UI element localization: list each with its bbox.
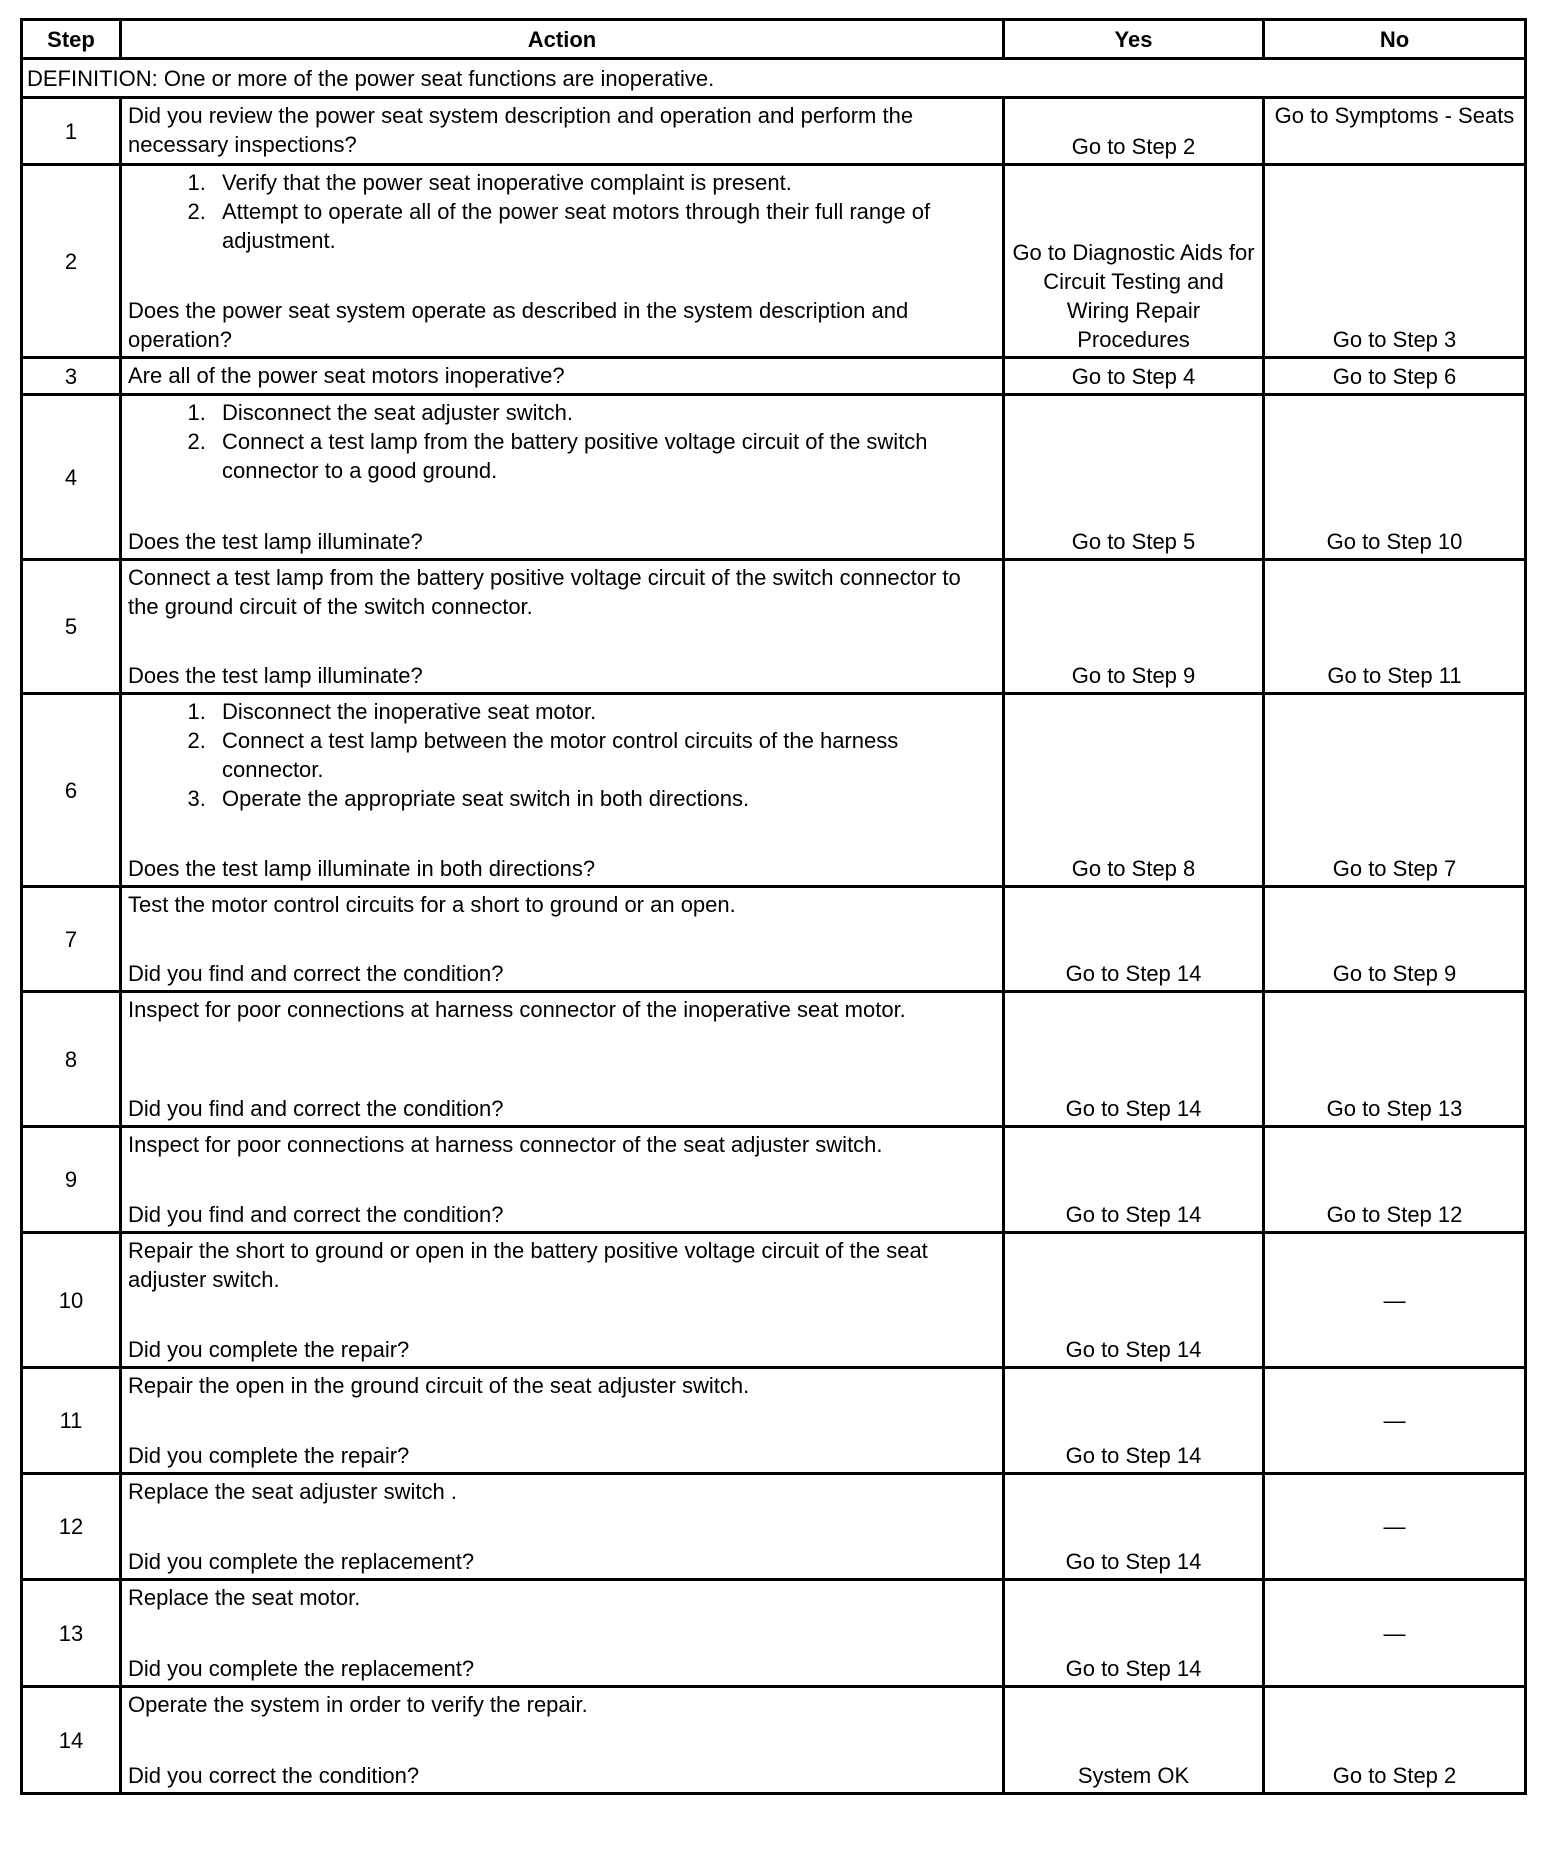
table-row (22, 98, 1526, 165)
table-row (22, 1580, 1526, 1687)
header-no: No (1264, 20, 1526, 59)
yes-cell (1004, 887, 1264, 992)
table-row (22, 358, 1526, 395)
action-question: Did you complete the replacement? (128, 1549, 475, 1574)
action-cell (121, 992, 1004, 1127)
step-number: 11 (22, 1368, 121, 1474)
no-cell (1264, 395, 1526, 560)
yes-cell (1004, 165, 1264, 358)
yes-cell (1004, 1687, 1264, 1794)
action-cell (121, 1474, 1004, 1580)
yes-cell (1004, 694, 1264, 887)
action-question: Did you complete the replacement? (128, 1656, 475, 1681)
no-result: Go to Step 13 (1326, 1096, 1463, 1121)
yes-cell (1004, 1580, 1264, 1687)
no-result: — (1383, 1408, 1406, 1433)
no-cell (1264, 1687, 1526, 1794)
no-cell (1264, 560, 1526, 694)
step-number: 10 (22, 1233, 121, 1368)
action-question: Did you correct the condition? (128, 1763, 420, 1788)
table-row (22, 1687, 1526, 1794)
yes-cell (1004, 395, 1264, 560)
no-result: — (1383, 1620, 1406, 1646)
action-text: Test the motor control circuits for a short to ground or an open. (128, 892, 736, 917)
action-list-item: 3. Operate the appropriate seat switch in both directions. (212, 784, 996, 813)
action-list-item: 2. Attempt to operate all of the power seat motors through their full range of adjustment. (212, 197, 996, 255)
action-cell (121, 1127, 1004, 1233)
action-cell (121, 98, 1004, 165)
no-cell (1264, 358, 1526, 395)
no-cell (1264, 98, 1526, 165)
yes-result: Go to Step 14 (1065, 1443, 1202, 1468)
action-question: Did you complete the repair? (128, 1443, 410, 1468)
action-list-item: 1. Disconnect the seat adjuster switch. (212, 398, 996, 427)
action-cell (121, 165, 1004, 358)
step-number: 13 (22, 1580, 121, 1687)
yes-cell (1004, 1474, 1264, 1580)
header-step: Step (22, 20, 121, 59)
action-text: Replace the seat motor. (128, 1585, 361, 1610)
table-row (22, 1474, 1526, 1580)
no-result: Go to Step 10 (1326, 529, 1463, 554)
no-result: Go to Symptoms - Seats (1274, 103, 1515, 128)
yes-result: Go to Diagnostic Aids for Circuit Testing and Wiring Repair Procedures (1012, 240, 1255, 352)
action-cell (121, 1368, 1004, 1474)
diagnostic-table (20, 18, 1527, 1795)
step-number: 8 (22, 992, 121, 1127)
step-number: 6 (22, 694, 121, 887)
yes-result: Go to Step 4 (1071, 364, 1196, 389)
action-cell (121, 1687, 1004, 1794)
yes-result: Go to Step 2 (1071, 134, 1196, 159)
step-number: 4 (22, 395, 121, 560)
table-row (22, 165, 1526, 358)
no-cell (1264, 1474, 1526, 1580)
step-number: 7 (22, 887, 121, 992)
yes-result: Go to Step 14 (1065, 1656, 1202, 1681)
action-list-item: 2. Connect a test lamp from the battery positive voltage circuit of the switch connector to a good ground. (212, 427, 996, 485)
action-list-item: 2. Connect a test lamp between the motor control circuits of the harness connector. (212, 726, 996, 784)
no-result: Go to Step 3 (1332, 327, 1457, 352)
yes-cell (1004, 992, 1264, 1127)
yes-result: Go to Step 8 (1071, 856, 1196, 881)
yes-result: System OK (1077, 1763, 1190, 1788)
yes-cell (1004, 1368, 1264, 1474)
no-result: — (1383, 1514, 1406, 1539)
action-question: Did you find and correct the condition? (128, 1202, 504, 1227)
yes-result: Go to Step 14 (1065, 1337, 1202, 1362)
definition-text: DEFINITION: One or more of the power seat functions are inoperative. (22, 59, 1526, 98)
no-cell (1264, 887, 1526, 992)
action-text: Repair the short to ground or open in the battery positive voltage circuit of the seat adjuster switch. (128, 1238, 928, 1292)
step-number: 2 (22, 165, 121, 358)
action-cell (121, 694, 1004, 887)
step-number: 1 (22, 98, 121, 165)
action-text: Did you review the power seat system description and operation and perform the necessary inspections? (128, 103, 914, 157)
action-text: Are all of the power seat motors inoperative? (128, 363, 565, 388)
yes-result: Go to Step 14 (1065, 1549, 1202, 1574)
action-text: Inspect for poor connections at harness connector of the inoperative seat motor. (128, 997, 906, 1022)
action-question: Does the test lamp illuminate? (128, 663, 423, 688)
no-result: Go to Step 9 (1332, 961, 1457, 986)
action-list (128, 697, 996, 813)
table-row (22, 1233, 1526, 1368)
action-text: Repair the open in the ground circuit of the seat adjuster switch. (128, 1373, 750, 1398)
step-number: 5 (22, 560, 121, 694)
action-question: Did you complete the repair? (128, 1337, 410, 1362)
action-list (128, 398, 996, 485)
action-text: Replace the seat adjuster switch . (128, 1479, 457, 1504)
action-question: Did you find and correct the condition? (128, 1096, 504, 1121)
action-text: Operate the system in order to verify the repair. (128, 1692, 588, 1717)
definition-row (22, 59, 1526, 98)
action-cell (121, 395, 1004, 560)
step-number: 9 (22, 1127, 121, 1233)
table-row (22, 1127, 1526, 1233)
yes-result: Go to Step 14 (1065, 1096, 1202, 1121)
action-list-item: 1. Disconnect the inoperative seat motor. (212, 697, 996, 726)
no-cell (1264, 1368, 1526, 1474)
no-cell (1264, 1127, 1526, 1233)
header-yes: Yes (1004, 20, 1264, 59)
table-row (22, 992, 1526, 1127)
yes-result: Go to Step 14 (1065, 1202, 1202, 1227)
yes-result: Go to Step 5 (1071, 529, 1196, 554)
step-number: 3 (22, 358, 121, 395)
no-result: Go to Step 2 (1332, 1763, 1457, 1788)
table-row (22, 887, 1526, 992)
no-cell (1264, 1580, 1526, 1687)
no-cell (1264, 694, 1526, 887)
no-cell (1264, 1233, 1526, 1368)
header-action: Action (121, 20, 1004, 59)
action-text: Connect a test lamp from the battery positive voltage circuit of the switch connector to the ground circuit of the switch connector. (128, 565, 961, 619)
step-number: 12 (22, 1474, 121, 1580)
action-cell (121, 1580, 1004, 1687)
action-question: Does the power seat system operate as described in the system description and operation? (128, 298, 909, 352)
action-text: Inspect for poor connections at harness connector of the seat adjuster switch. (128, 1132, 883, 1157)
action-cell (121, 358, 1004, 395)
yes-result: Go to Step 9 (1071, 663, 1196, 688)
yes-cell (1004, 98, 1264, 165)
table-row (22, 1368, 1526, 1474)
no-result: Go to Step 7 (1332, 856, 1457, 881)
no-result: Go to Step 12 (1326, 1202, 1463, 1227)
no-result: Go to Step 11 (1327, 663, 1462, 688)
action-cell (121, 560, 1004, 694)
no-cell (1264, 165, 1526, 358)
yes-cell (1004, 1127, 1264, 1233)
step-number: 14 (22, 1687, 121, 1794)
action-list (128, 168, 996, 255)
action-question: Does the test lamp illuminate in both directions? (128, 856, 596, 881)
yes-result: Go to Step 14 (1065, 961, 1202, 986)
action-list-item: 1. Verify that the power seat inoperative complaint is present. (212, 168, 996, 197)
no-result: — (1383, 1287, 1406, 1313)
action-question: Did you find and correct the condition? (128, 961, 504, 986)
no-cell (1264, 992, 1526, 1127)
no-result: Go to Step 6 (1332, 364, 1457, 389)
yes-cell (1004, 358, 1264, 395)
yes-cell (1004, 560, 1264, 694)
action-question: Does the test lamp illuminate? (128, 529, 423, 554)
table-row (22, 395, 1526, 560)
table-row (22, 694, 1526, 887)
table-row (22, 560, 1526, 694)
action-cell (121, 887, 1004, 992)
header-row (22, 20, 1526, 59)
yes-cell (1004, 1233, 1264, 1368)
action-cell (121, 1233, 1004, 1368)
